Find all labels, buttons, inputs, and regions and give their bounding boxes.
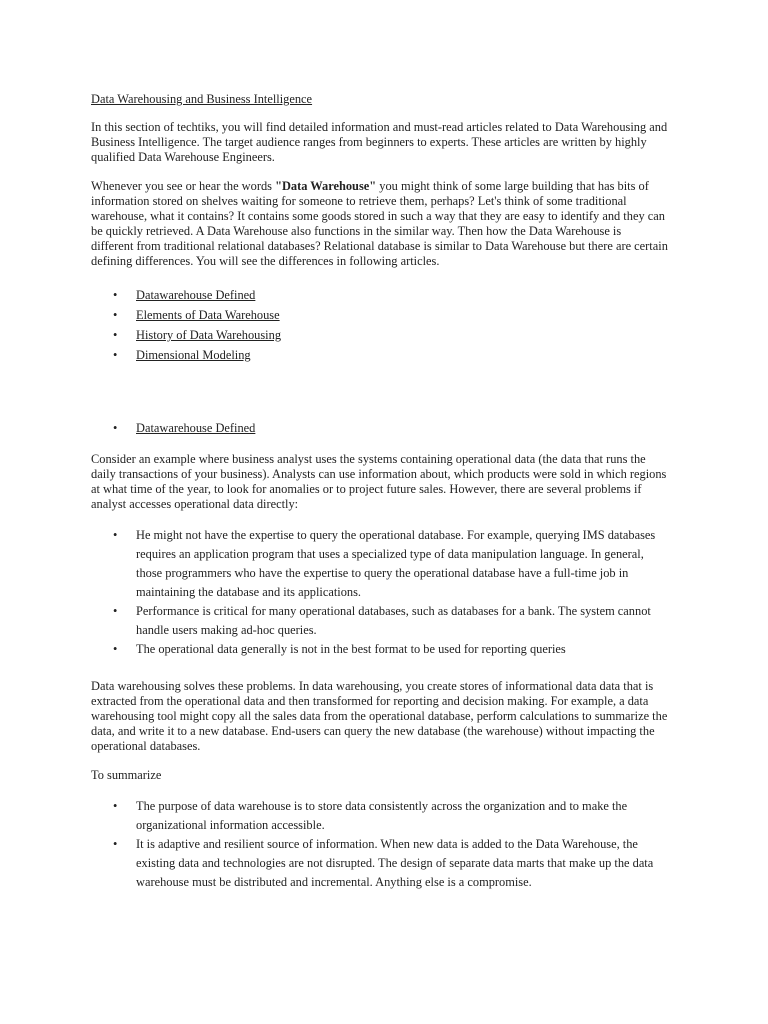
text-line: The operational data generally is not in the best format to be used for reporting queries (136, 642, 566, 656)
bold-term: "Data Warehouse" (275, 179, 377, 193)
problems-list (91, 526, 728, 659)
text-line: Business Intelligence. The target audience ranges from beginners to experts. These articles are written by highly (91, 135, 647, 149)
text-line: those programmers who have the expertise to query the operational database have a full-time job in (136, 566, 629, 580)
text-line: at what time of the year, to look for anomalies or to project future sales. However, there are several problems if (91, 482, 642, 496)
bullet-icon: • (113, 799, 118, 813)
text-line: Consider an example where business analyst uses the systems containing operational data (the data that runs the (91, 452, 646, 466)
section-link-list (91, 418, 728, 438)
text-line: Data warehousing solves these problems. In data warehousing, you create stores of informational data data that is (91, 679, 654, 693)
list-item (91, 418, 728, 438)
text-line: In this section of techtiks, you will find detailed information and must-read articles related to Data Warehousing and (91, 120, 668, 134)
text-line (91, 179, 728, 194)
text-line: defining differences. You will see the differences in following articles. (91, 254, 440, 268)
bullet-icon: • (113, 604, 118, 618)
text-line: He might not have the expertise to query the operational database. For example, querying IMS databases (136, 528, 656, 542)
text-line: extracted from the operational data and then transformed for reporting and decision making. For example, a data (91, 694, 649, 708)
list-item (91, 305, 728, 325)
link-dimensional-modeling[interactable]: Dimensional Modeling (136, 348, 251, 362)
text-line: warehouse must be distributed and incremental. Anything else is a compromise. (136, 875, 532, 889)
summary-list (91, 797, 728, 892)
list-item (91, 797, 728, 835)
text-line: qualified Data Warehouse Engineers. (91, 150, 275, 164)
link-elements-of-data-warehouse[interactable]: Elements of Data Warehouse (136, 308, 280, 322)
operational-data-paragraph (91, 452, 728, 512)
text-line: organizational information accessible. (136, 818, 325, 832)
intro-paragraph (91, 120, 728, 165)
data-warehouse-paragraph (91, 179, 728, 269)
text-line: The purpose of data warehouse is to store data consistently across the organization and to make the (136, 799, 628, 813)
text-line: be quickly retrieved. A Data Warehouse also functions in the similar way. Then how the Data Warehouse is (91, 224, 622, 238)
text-line: maintaining the database and its applications. (136, 585, 362, 599)
text-line: requires an application program that uses a specialized type of data manipulation language. In general, (136, 547, 644, 561)
text-line: data, and write it to a new database. End-users can query the new database (the warehouse) without impacting the (91, 724, 655, 738)
text-line: Performance is critical for many operational databases, such as databases for a bank. The system cannot (136, 604, 651, 618)
link-history-of-data-warehousing[interactable]: History of Data Warehousing (136, 328, 282, 342)
list-item (91, 835, 728, 892)
text-line: information stored on shelves waiting for someone to retrieve them, perhaps? Let's think of some traditional (91, 194, 627, 208)
text-line: daily transactions of your business). Analysts can use information about, which products were sold in which regions (91, 467, 667, 481)
text-line: analyst accesses operational data directly: (91, 497, 299, 511)
text-line: handle users making ad-hoc queries. (136, 623, 317, 637)
bullet-icon: • (113, 837, 118, 851)
link-section-datawarehouse-defined[interactable]: Datawarehouse Defined (136, 421, 256, 435)
list-item (91, 325, 728, 345)
list-item (91, 602, 728, 640)
document-title: Data Warehousing and Business Intelligence (91, 92, 313, 106)
bullet-icon: • (113, 308, 118, 322)
text-fragment: Whenever you see or hear the words (91, 179, 276, 193)
summarize-label: To summarize (91, 768, 162, 782)
bullet-icon: • (113, 348, 118, 362)
text-line: warehousing tool might copy all the sales data from the operational database, perform calculations to summarize the (91, 709, 668, 723)
text-fragment: you might think of some large building that has bits of (376, 179, 649, 193)
bullet-icon: • (113, 421, 118, 435)
bullet-icon: • (113, 288, 118, 302)
text-line: operational databases. (91, 739, 201, 753)
list-item (91, 285, 728, 305)
bullet-icon: • (113, 642, 118, 656)
article-links-list (91, 285, 728, 365)
list-item (91, 526, 728, 602)
bullet-icon: • (113, 328, 118, 342)
list-item (91, 345, 728, 365)
text-line: different from traditional relational databases? Relational database is similar to Data Warehouse but there are certain (91, 239, 668, 253)
text-line: warehouse, what it contains? It contains some goods stored in such a way that they are easy to identify and they can (91, 209, 665, 223)
text-line: existing data and technologies are not disrupted. The design of separate data marts that make up the data (136, 856, 654, 870)
data-warehousing-paragraph (91, 679, 728, 754)
link-datawarehouse-defined[interactable]: Datawarehouse Defined (136, 288, 256, 302)
list-item (91, 640, 728, 659)
text-line: It is adaptive and resilient source of information. When new data is added to the Data Warehouse, the (136, 837, 638, 851)
bullet-icon: • (113, 528, 118, 542)
